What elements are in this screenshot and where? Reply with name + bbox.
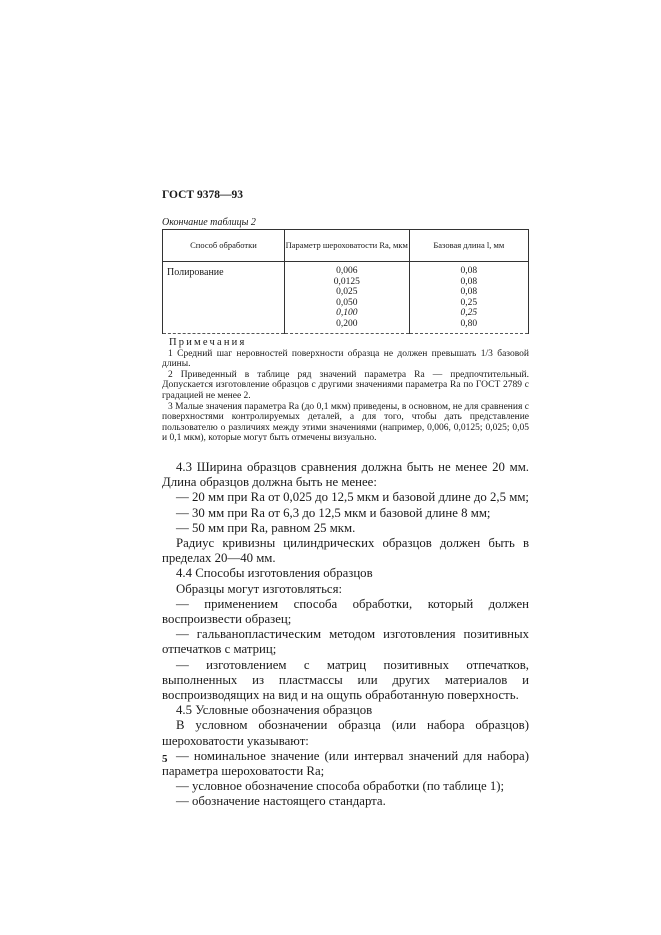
- cell-ra-values: [284, 262, 409, 334]
- ra-values-list: [285, 262, 409, 333]
- list-item: — 50 мм при Ra, равном 25 мкм.: [176, 520, 356, 535]
- ra-value: 0,025: [336, 287, 358, 298]
- notes-title: Примечания: [169, 337, 247, 348]
- ra-value: 0,100: [336, 308, 358, 319]
- base-length-value: 0,80: [460, 318, 478, 329]
- section-4-5-intro: В условном обозначении образца (или набора образцов) шероховатости указывают:: [162, 718, 529, 748]
- cell-base-lengths: [409, 262, 528, 334]
- section-4-4-title: 4.4 Способы изготовления образцов: [176, 566, 373, 581]
- ra-value: 0,050: [336, 297, 358, 308]
- table-row: [163, 262, 529, 334]
- note-item: 1 Средний шаг неровностей поверхности образца не должен превышать 1/3 базовой длины.: [162, 348, 529, 370]
- ra-value: 0,200: [336, 318, 358, 329]
- notes-block: [162, 338, 529, 444]
- method-label: Полирование: [167, 267, 224, 278]
- base-length-value: 0,08: [460, 266, 478, 276]
- document-header: ГОСТ 9378—93: [162, 189, 243, 201]
- radius-paragraph: Радиус кривизны цилиндрических образцов должен быть в пределах 20—40 мм.: [162, 536, 529, 566]
- list-item: — изготовлением с матриц позитивных отпечатков, выполненных из пластмассы или других материалов и воспроизводящих на вид и на ощупь обработанную поверхность.: [162, 657, 529, 703]
- base-length-value: 0,08: [460, 276, 478, 287]
- list-item: — 30 мм при Ra от 6,3 до 12,5 мкм и базовой длине 8 мм;: [176, 505, 491, 520]
- ra-value: 0,006: [336, 266, 358, 276]
- header-method: Способ обработки: [163, 230, 285, 262]
- page-number: 5: [162, 753, 168, 765]
- table-header-row: [163, 230, 529, 262]
- list-item: — применением способа обработки, который должен воспроизвести образец;: [162, 596, 529, 627]
- body-text: [162, 460, 529, 810]
- list-item: — гальванопластическим методом изготовления позитивных отпечатков с матриц;: [162, 627, 529, 657]
- list-item: — условное обозначение способа обработки (по таблице 1);: [176, 779, 505, 794]
- note-item: 3 Малые значения параметра Ra (до 0,1 мкм) приведены, в основном, не для сравнения с поверхностями контролируемых деталей, а для того, чтобы дать представление пользователю о различиях между этими значениями (например, 0,006, 0,0125; 0,025; 0,05 и 0,1 мкм), которые могут быть отмечены визуально.: [162, 401, 529, 444]
- roughness-table: [162, 229, 529, 334]
- base-length-value: 0,25: [460, 297, 478, 308]
- list-item: — обозначение настоящего стандарта.: [176, 794, 386, 809]
- table-caption: Окончание таблицы 2: [162, 217, 256, 228]
- ra-value: 0,0125: [333, 276, 360, 287]
- list-item: — номинальное значение (или интервал значений для набора) параметра шероховатости Ra;: [162, 748, 529, 779]
- base-length-list: [410, 262, 528, 333]
- base-length-value: 0,25: [460, 308, 478, 319]
- list-item: — 20 мм при Ra от 0,025 до 12,5 мкм и базовой длине до 2,5 мм;: [176, 490, 529, 505]
- header-base-length: Базовая длина l, мм: [409, 230, 528, 262]
- section-4-4-intro: Образцы могут изготовляться:: [176, 581, 343, 596]
- base-length-value: 0,08: [460, 287, 478, 298]
- section-4-3-paragraph: 4.3 Ширина образцов сравнения должна быть не менее 20 мм. Длина образцов должна быть не менее:: [162, 460, 529, 490]
- note-item: 2 Приведенный в таблице ряд значений параметра Ra — предпочтительный. Допускается изготовление образцов с другими значениями параметра Ra по ГОСТ 2789 с градацией не менее 2.: [162, 369, 529, 401]
- section-4-5-title: 4.5 Условные обозначения образцов: [176, 703, 373, 718]
- cell-method: [163, 262, 285, 334]
- header-ra: Параметр шероховатости Ra, мкм: [284, 230, 409, 262]
